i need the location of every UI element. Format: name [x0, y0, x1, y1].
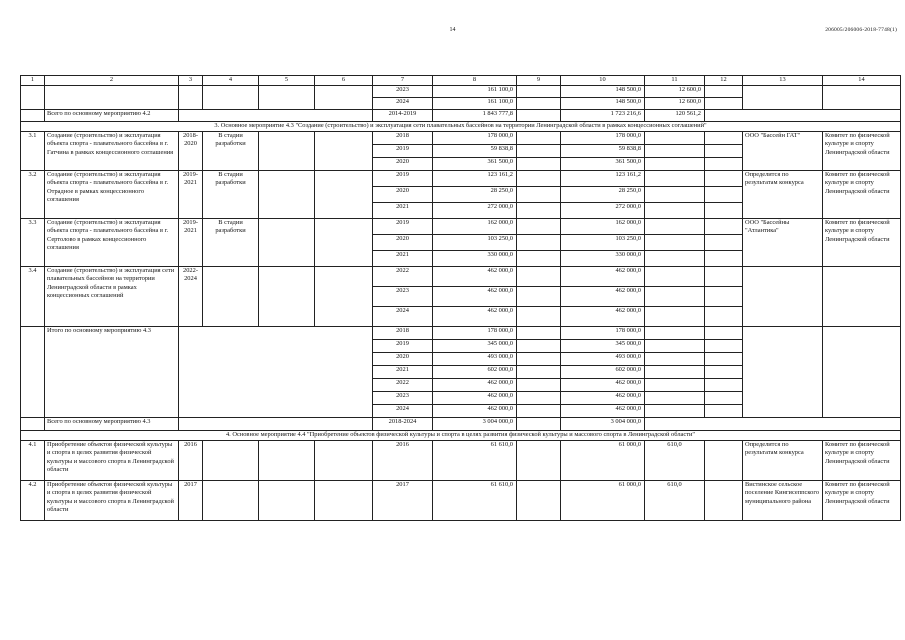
- table-cell: [203, 86, 259, 110]
- year-cell: 2024: [373, 98, 433, 110]
- table-cell: [517, 418, 561, 431]
- table-cell: [203, 481, 259, 521]
- table-cell: [315, 481, 373, 521]
- table-row: [21, 441, 901, 481]
- table-cell: [517, 110, 561, 122]
- year-cell: 2023: [373, 287, 433, 307]
- table-cell: [517, 187, 561, 203]
- amount-regional: 59 838,8: [561, 145, 645, 158]
- year-cell: 2022: [373, 379, 433, 392]
- year-cell: 2018: [373, 327, 433, 340]
- amount-local: [645, 287, 705, 307]
- amount-regional: 103 250,0: [561, 235, 645, 251]
- table-cell: [705, 353, 743, 366]
- amount-regional: 462 000,0: [561, 287, 645, 307]
- table-cell: [517, 307, 561, 327]
- amount-regional: 178 000,0: [561, 132, 645, 145]
- amount-local: 610,0: [645, 481, 705, 521]
- year-cell: 2016: [373, 441, 433, 481]
- item-name: Создание (строительство) и эксплуатация объекта спорта - плавательного бассейна в г. Отрадное в рамках концессионного соглашения: [45, 171, 179, 219]
- item-name: Создание (строительство) и эксплуатация объекта спорта - плавательного бассейна в г. Сертолово в рамках концессионного соглашения: [45, 219, 179, 267]
- year-cell: 2018: [373, 132, 433, 145]
- table-cell: [315, 267, 373, 327]
- year-cell: 2019: [373, 219, 433, 235]
- amount-total: 462 000,0: [433, 307, 517, 327]
- year-cell: 2021: [373, 251, 433, 267]
- table-cell: [705, 98, 743, 110]
- amount-total: 462 000,0: [433, 392, 517, 405]
- table-cell: [259, 171, 315, 219]
- amount-regional: 462 000,0: [561, 405, 645, 418]
- column-number-row: 1 2 3 4 5 6 7 8 9 10 11 12 13 14: [21, 76, 901, 86]
- page-number: 14: [449, 27, 456, 33]
- amount-regional: 330 000,0: [561, 251, 645, 267]
- table-cell: [315, 219, 373, 267]
- amount-local: 12 600,0: [645, 98, 705, 110]
- table-row: [21, 267, 901, 287]
- table-cell: [517, 132, 561, 145]
- amount-total: 272 000,0: [433, 203, 517, 219]
- year-cell: 2019: [373, 145, 433, 158]
- table-cell: [259, 219, 315, 267]
- amount-local: [645, 267, 705, 287]
- amount-regional: 462 000,0: [561, 392, 645, 405]
- amount-total: 330 000,0: [433, 251, 517, 267]
- amount-total: 361 500,0: [433, 158, 517, 171]
- table-cell: [517, 405, 561, 418]
- subtotal-label: Итого по основному мероприятию 4.3: [45, 327, 179, 418]
- amount-local: [645, 219, 705, 235]
- year-cell: 2017: [373, 481, 433, 521]
- amount-regional: 61 000,0: [561, 481, 645, 521]
- table-cell: [705, 392, 743, 405]
- item-name: Приобретение объектов физической культуры и спорта в целях развития физической культуры и массового спорта в Ленинградской области: [45, 441, 179, 481]
- table-cell: [179, 418, 373, 431]
- item-name: Создание (строительство) и эксплуатация объекта спорта - плавательного бассейна в г. Гатчина в рамках концессионного соглашения: [45, 132, 179, 171]
- item-name: Приобретение объектов физической культуры и спорта в целях развития физической культуры и массового спорта в Ленинградской области: [45, 481, 179, 521]
- table-row: [21, 327, 901, 340]
- item-number: 3.3: [21, 219, 45, 267]
- amount-local: [645, 251, 705, 267]
- total-label: Всего по основному мероприятию 4.3: [45, 418, 179, 431]
- table-cell: [705, 441, 743, 481]
- table-cell: [705, 187, 743, 203]
- year-cell: 2022: [373, 267, 433, 287]
- amount-regional: 28 250,0: [561, 187, 645, 203]
- table-row: [21, 86, 901, 98]
- item-responsible: Комитет по физической культуре и спорту Ленинградской области: [823, 441, 901, 481]
- table-cell: [705, 158, 743, 171]
- table-cell: [705, 340, 743, 353]
- table-cell: [517, 441, 561, 481]
- year-cell: 2023: [373, 392, 433, 405]
- table-cell: [517, 158, 561, 171]
- table-cell: [259, 441, 315, 481]
- amount-total: 178 000,0: [433, 327, 517, 340]
- table-cell: [517, 203, 561, 219]
- item-responsible: Комитет по физической культуре и спорту Ленинградской области: [823, 219, 901, 267]
- amount-local: 120 561,2: [645, 110, 705, 122]
- amount-total: 3 004 000,0: [433, 418, 517, 431]
- amount-local: [645, 405, 705, 418]
- section-title: 3. Основное мероприятие 4.3 "Создание (строительство) и эксплуатация сети плавательных бассейнов на территории Ленинградской области в рамках концессионных соглашений": [21, 122, 901, 132]
- table-cell: [705, 235, 743, 251]
- amount-local: [645, 340, 705, 353]
- table-cell: [315, 171, 373, 219]
- table-cell: [517, 235, 561, 251]
- amount-local: [645, 353, 705, 366]
- amount-total: 345 000,0: [433, 340, 517, 353]
- table-row: [21, 481, 901, 521]
- total-label: Всего по основному мероприятию 4.2: [45, 110, 179, 122]
- table-cell: [315, 132, 373, 171]
- table-cell: [705, 405, 743, 418]
- table-cell: [743, 327, 823, 418]
- table-cell: [705, 307, 743, 327]
- item-stage: [203, 267, 259, 327]
- item-executor: Определится по результатам конкурса: [743, 441, 823, 481]
- table-cell: [705, 481, 743, 521]
- item-stage: В стадии разработки: [203, 219, 259, 267]
- table-cell: [259, 86, 315, 110]
- amount-local: [645, 145, 705, 158]
- amount-local: [645, 327, 705, 340]
- amount-regional: 61 000,0: [561, 441, 645, 481]
- table-cell: [705, 110, 901, 122]
- table-cell: [823, 86, 901, 110]
- table-row: [21, 171, 901, 187]
- table-cell: [705, 379, 743, 392]
- table-cell: [21, 110, 45, 122]
- table-cell: [315, 441, 373, 481]
- amount-total: 123 161,2: [433, 171, 517, 187]
- amount-regional: 462 000,0: [561, 379, 645, 392]
- amount-regional: 178 000,0: [561, 327, 645, 340]
- table-cell: [517, 145, 561, 158]
- period-cell: 2014-2019: [373, 110, 433, 122]
- item-responsible: Комитет по физической культуре и спорту Ленинградской области: [823, 171, 901, 219]
- amount-local: 12 600,0: [645, 86, 705, 98]
- section-header-row: [21, 431, 901, 441]
- amount-total: 178 000,0: [433, 132, 517, 145]
- section-header-row: [21, 122, 901, 132]
- amount-total: 462 000,0: [433, 379, 517, 392]
- table-cell: [705, 366, 743, 379]
- year-cell: 2023: [373, 86, 433, 98]
- document-id: 206005/206006-2018-7748(1): [825, 27, 897, 33]
- table-cell: [705, 132, 743, 145]
- amount-total: 462 000,0: [433, 405, 517, 418]
- table-cell: [517, 327, 561, 340]
- table-body: [21, 86, 901, 521]
- table-cell: [517, 98, 561, 110]
- amount-total: 61 610,0: [433, 481, 517, 521]
- item-name: Создание (строительство) и эксплуатация сети плавательных бассейнов на территории Ленинградской области в рамках концессионных соглашений: [45, 267, 179, 327]
- item-number: 3.4: [21, 267, 45, 327]
- year-cell: 2021: [373, 203, 433, 219]
- year-cell: 2019: [373, 171, 433, 187]
- item-period: 2018-2020: [179, 132, 203, 171]
- table-cell: [705, 171, 743, 187]
- table-cell: [259, 267, 315, 327]
- amount-regional: 123 161,2: [561, 171, 645, 187]
- amount-local: [645, 203, 705, 219]
- period-cell: 2018-2024: [373, 418, 433, 431]
- amount-regional: 3 004 000,0: [561, 418, 645, 431]
- amount-total: 103 250,0: [433, 235, 517, 251]
- table-cell: [517, 86, 561, 98]
- item-executor: [743, 267, 823, 327]
- amount-local: [645, 307, 705, 327]
- table-row: [21, 132, 901, 145]
- item-stage: В стадии разработки: [203, 132, 259, 171]
- year-cell: 2020: [373, 235, 433, 251]
- table-cell: [645, 418, 901, 431]
- year-cell: 2020: [373, 158, 433, 171]
- item-executor: Определится по результатам конкурса: [743, 171, 823, 219]
- item-number: 4.1: [21, 441, 45, 481]
- year-cell: 2021: [373, 366, 433, 379]
- amount-regional: 602 000,0: [561, 366, 645, 379]
- amount-regional: 148 500,0: [561, 86, 645, 98]
- amount-regional: 493 000,0: [561, 353, 645, 366]
- table-cell: [259, 481, 315, 521]
- table-cell: [823, 327, 901, 418]
- amount-local: [645, 366, 705, 379]
- table-cell: [517, 340, 561, 353]
- year-cell: 2020: [373, 353, 433, 366]
- item-period: 2019-2021: [179, 219, 203, 267]
- amount-total: 1 843 777,8: [433, 110, 517, 122]
- table-row: [21, 418, 901, 431]
- amount-regional: 361 500,0: [561, 158, 645, 171]
- amount-regional: 162 000,0: [561, 219, 645, 235]
- table-cell: [179, 327, 373, 418]
- item-responsible: Комитет по физической культуре и спорту Ленинградской области: [823, 132, 901, 171]
- item-executor: Вистинское сельское поселение Кингисеппского муниципального района: [743, 481, 823, 521]
- item-stage: В стадии разработки: [203, 171, 259, 219]
- table-cell: [21, 327, 45, 418]
- amount-total: 462 000,0: [433, 287, 517, 307]
- amount-local: [645, 132, 705, 145]
- item-period: 2017: [179, 481, 203, 521]
- table-cell: [259, 132, 315, 171]
- table-cell: [705, 219, 743, 235]
- table-cell: [705, 251, 743, 267]
- year-cell: 2024: [373, 307, 433, 327]
- item-executor: ООО "Бассейны "Атлантика": [743, 219, 823, 267]
- table-cell: [179, 110, 373, 122]
- table-cell: [517, 251, 561, 267]
- item-number: 3.2: [21, 171, 45, 219]
- amount-regional: 345 000,0: [561, 340, 645, 353]
- table-cell: [517, 219, 561, 235]
- item-executor: ООО "Бассейн ГАТ": [743, 132, 823, 171]
- table-cell: [517, 379, 561, 392]
- table-cell: [517, 353, 561, 366]
- table-cell: [517, 392, 561, 405]
- table-cell: [517, 171, 561, 187]
- amount-regional: 1 723 216,6: [561, 110, 645, 122]
- item-number: 3.1: [21, 132, 45, 171]
- table-cell: [45, 86, 179, 110]
- amount-regional: 462 000,0: [561, 267, 645, 287]
- amount-local: [645, 379, 705, 392]
- item-period: 2022-2024: [179, 267, 203, 327]
- amount-total: 493 000,0: [433, 353, 517, 366]
- table-cell: [705, 287, 743, 307]
- item-number: 4.2: [21, 481, 45, 521]
- item-period: 2019-2021: [179, 171, 203, 219]
- table-cell: [517, 267, 561, 287]
- amount-local: 610,0: [645, 441, 705, 481]
- section-title: 4. Основное мероприятие 4.4 "Приобретение объектов физической культуры и спорта в целях развития физической культуры и массового спорта в Ленинградской области": [21, 431, 901, 441]
- amount-total: 462 000,0: [433, 267, 517, 287]
- amount-local: [645, 187, 705, 203]
- table-cell: [705, 267, 743, 287]
- year-cell: 2020: [373, 187, 433, 203]
- amount-total: 162 000,0: [433, 219, 517, 235]
- table-cell: [517, 287, 561, 307]
- amount-total: 161 100,0: [433, 98, 517, 110]
- table-cell: [517, 481, 561, 521]
- amount-total: 602 000,0: [433, 366, 517, 379]
- table-cell: [21, 418, 45, 431]
- table-row: [21, 110, 901, 122]
- amount-total: 59 838,8: [433, 145, 517, 158]
- table-cell: [705, 203, 743, 219]
- table-row: [21, 219, 901, 235]
- amount-local: [645, 158, 705, 171]
- table-cell: [743, 86, 823, 110]
- amount-total: 161 100,0: [433, 86, 517, 98]
- amount-regional: 148 500,0: [561, 98, 645, 110]
- program-table: [20, 75, 901, 521]
- table-cell: [705, 86, 743, 98]
- amount-local: [645, 235, 705, 251]
- amount-total: 61 610,0: [433, 441, 517, 481]
- table-cell: [179, 86, 203, 110]
- amount-regional: 462 000,0: [561, 307, 645, 327]
- amount-total: 28 250,0: [433, 187, 517, 203]
- year-cell: 2024: [373, 405, 433, 418]
- table-cell: [517, 366, 561, 379]
- item-period: 2016: [179, 441, 203, 481]
- year-cell: 2019: [373, 340, 433, 353]
- table-cell: [705, 145, 743, 158]
- table-cell: [705, 327, 743, 340]
- amount-regional: 272 000,0: [561, 203, 645, 219]
- item-responsible: Комитет по физической культуре и спорту Ленинградской области: [823, 481, 901, 521]
- table-cell: [203, 441, 259, 481]
- amount-local: [645, 171, 705, 187]
- table-cell: [21, 86, 45, 110]
- amount-local: [645, 392, 705, 405]
- item-responsible: [823, 267, 901, 327]
- table-cell: [315, 86, 373, 110]
